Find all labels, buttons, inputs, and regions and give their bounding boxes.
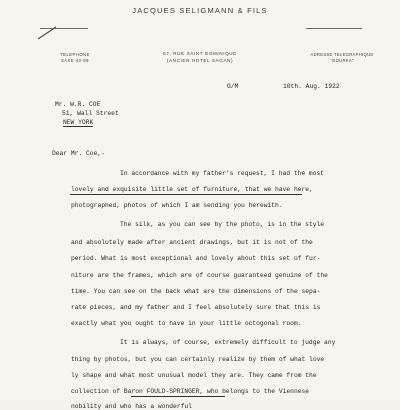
body-line: and absolutely made after ancient drawings, but it is not of the	[71, 239, 313, 246]
letterhead-firm-name: JACQUES SELIGMANN & FILS	[132, 6, 268, 15]
recipient-city: NEW YORK	[63, 119, 94, 126]
body-line: collection of Baron FOULD-SPRINGER, who belongs to the Viennese	[71, 388, 310, 395]
reference-code: G/M	[227, 83, 239, 90]
letter-date: 10th. Aug. 1922	[283, 83, 340, 90]
letterhead-rule-right	[306, 28, 362, 29]
body-line: The silk, as you can see by the photo, is in the style	[120, 221, 325, 228]
body-line: niture are the frames, which are of course guaranteed genuine of the	[71, 272, 328, 279]
body-line: ly shape and what most unusual model they are. They came from the	[71, 372, 317, 379]
telephone-number: SAXE 40-59	[60, 58, 90, 63]
body-line: lovely and exquisite little set of furniture, that we have here,	[71, 186, 313, 193]
body-line: rate pieces, and my father and I feel absolutely sure that this is	[71, 304, 321, 311]
body-line: time. You can see on the back what are the dimensions of the sepa-	[71, 288, 321, 295]
cable-address: "GOURKA"	[330, 58, 354, 63]
underline-baron	[131, 396, 225, 397]
letterhead-address-note: (ANCIEN HOTEL SAGAN)	[166, 58, 234, 63]
letterhead-telephone	[40, 52, 110, 64]
body-line: thing by photos, but you can certainly realize by them of what love	[71, 356, 325, 363]
recipient-street: 51, Wall Street	[62, 110, 119, 117]
pen-stroke-mark	[36, 24, 60, 42]
body-line: In accordance with my father's request, I had the most	[120, 170, 325, 177]
salutation: Dear Mr. Coe,-	[52, 150, 105, 157]
body-line: nobility and who has a wonderful	[71, 403, 192, 410]
body-line: photographed, photos of which I am sending you herewith.	[71, 202, 283, 209]
body-line: period. What is most exceptional and lovely about this set of fur-	[71, 255, 321, 262]
recipient-name: Mr. W.R. COE	[55, 101, 101, 108]
body-line: exactly what you ought to have in your little octogonal room.	[71, 320, 302, 327]
body-line: It is always, of course, extremely difficult to judge any	[120, 339, 336, 346]
telephone-label: TELEPHONE	[60, 52, 90, 57]
underline-furniture	[70, 194, 302, 195]
letterhead-address-street: 57, RUE SAINT DOMINIQUE	[163, 51, 237, 56]
cable-label: ADRESSE TELEGRAPHIQUE	[310, 52, 374, 57]
letterhead-cable	[300, 52, 384, 64]
